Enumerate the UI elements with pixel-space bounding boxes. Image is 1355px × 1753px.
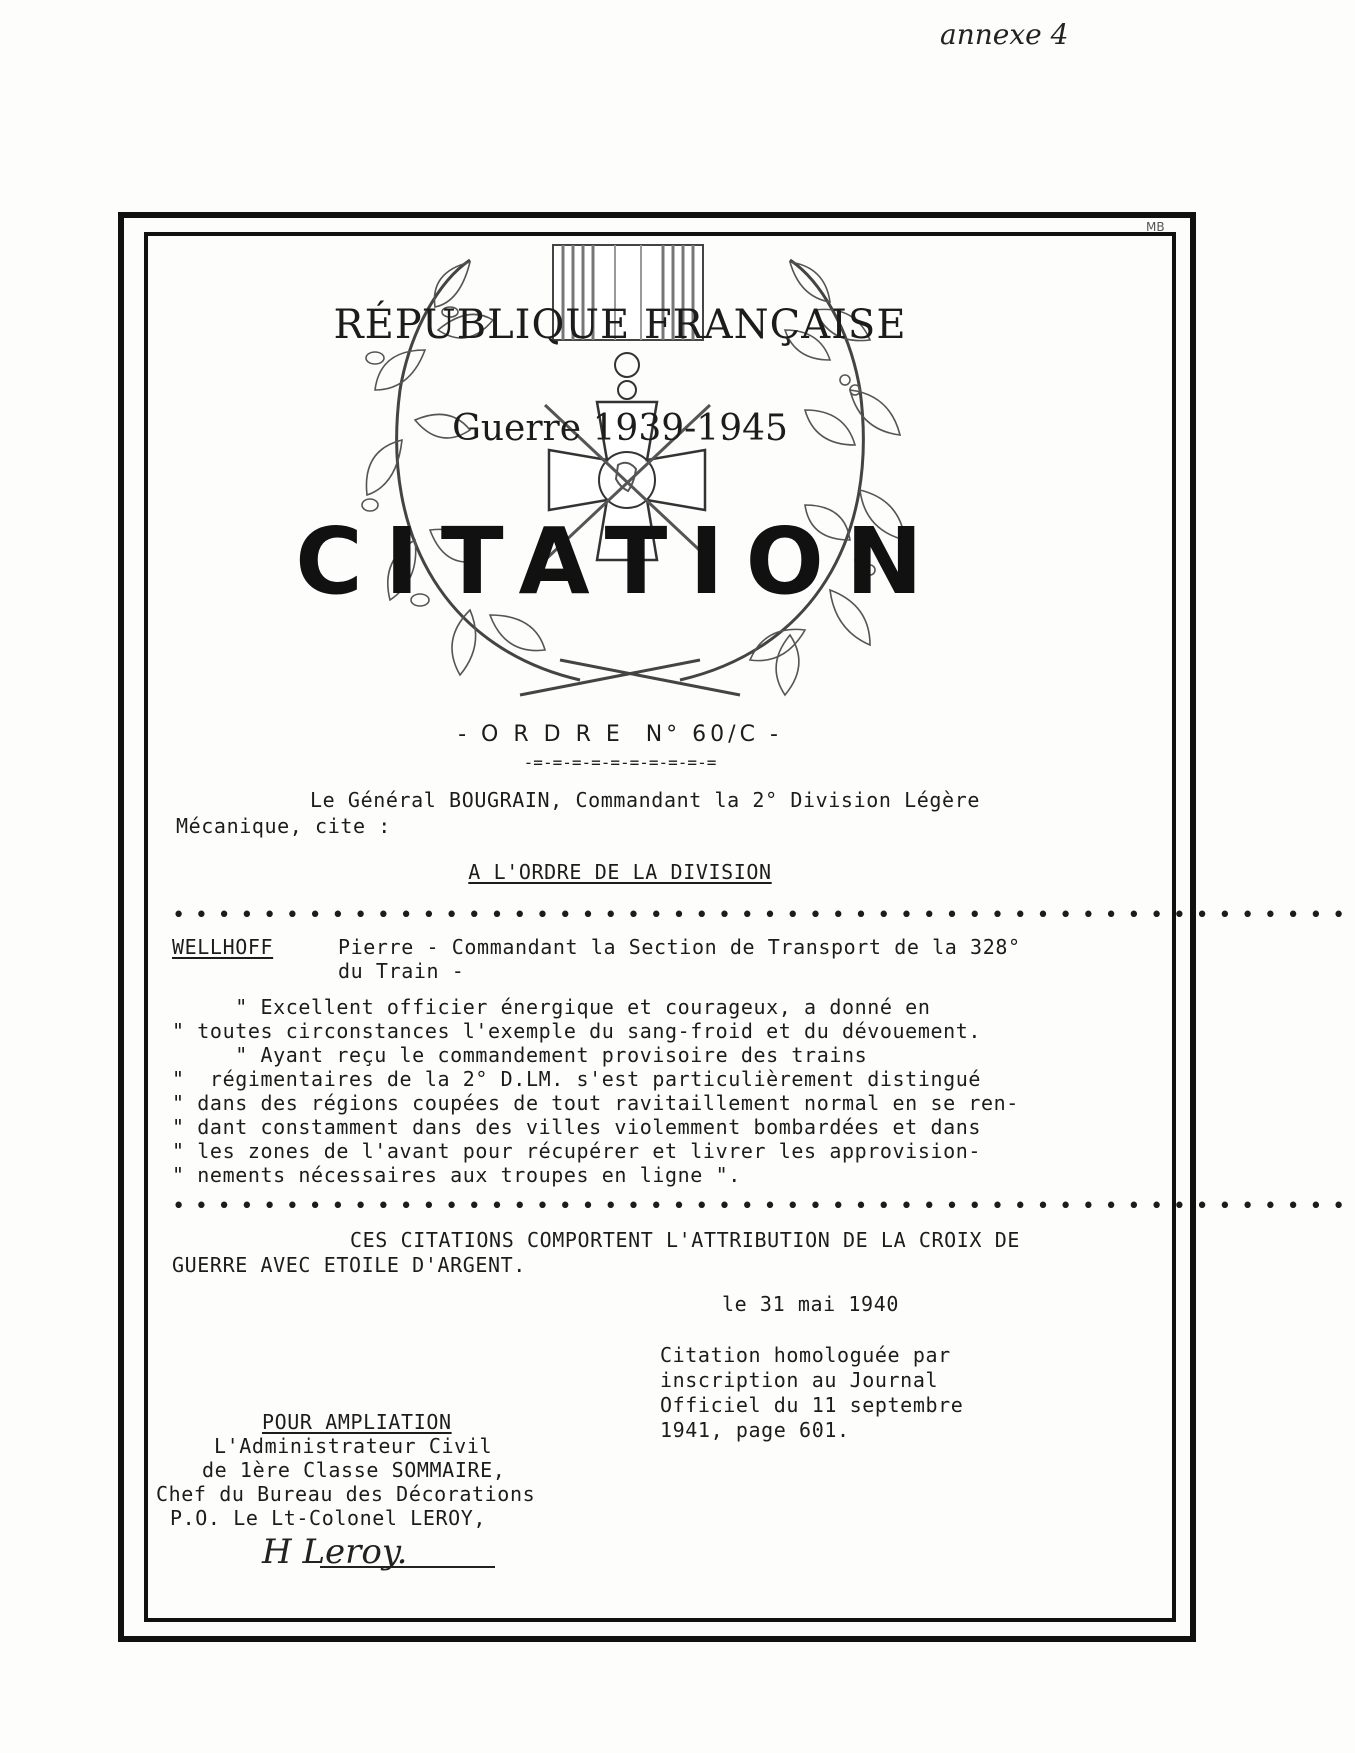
citation-date: le 31 mai 1940: [722, 1292, 899, 1316]
ampliation-line: P.O. Le Lt-Colonel LEROY,: [170, 1506, 487, 1530]
citation-line: " Ayant reçu le commandement provisoire des trains: [172, 1043, 868, 1067]
recipient-line-2: du Train -: [338, 959, 465, 983]
dots-separator-top: ••••••••••••••••••••••••••••••••••••••••••••••••••••: [172, 903, 1355, 928]
citation-line: " nements nécessaires aux troupes en ligne ".: [172, 1163, 741, 1187]
citation-line: " les zones de l'avant pour récupérer et livrer les approvision-: [172, 1139, 982, 1163]
order-number: - O R D R E N° 60/C -: [458, 722, 782, 747]
handwritten-annotation: annexe 4: [940, 18, 1069, 51]
intro-line-1: Le Général BOUGRAIN, Commandant la 2° Division Légère: [310, 788, 980, 812]
header-guerre: Guerre 1939-1945: [452, 408, 788, 449]
award-line-2: GUERRE AVEC ETOILE D'ARGENT.: [172, 1253, 526, 1277]
ampliation-heading: POUR AMPLIATION: [262, 1410, 452, 1434]
citation-line: " toutes circonstances l'exemple du sang-froid et du dévouement.: [172, 1019, 982, 1043]
homologation-line: Citation homologuée par: [660, 1343, 951, 1367]
citation-line: " Excellent officier énergique et courageux, a donné en: [172, 995, 931, 1019]
header-citation: CITATION: [295, 508, 945, 615]
order-dashes: -=-=-=-=-=-=-=-=-=-=: [523, 753, 717, 772]
corner-initials: MB: [1146, 220, 1165, 234]
division-heading: A L'ORDRE DE LA DIVISION: [468, 860, 772, 884]
citation-line: " dant constamment dans des villes violemment bombardées et dans: [172, 1115, 982, 1139]
homologation-line: inscription au Journal: [660, 1368, 939, 1392]
homologation-line: 1941, page 601.: [660, 1418, 850, 1442]
recipient-line-1: Pierre - Commandant la Section de Transport de la 328°: [338, 935, 1021, 959]
ampliation-line: L'Administrateur Civil: [214, 1434, 493, 1458]
award-line-1: CES CITATIONS COMPORTENT L'ATTRIBUTION DE LA CROIX DE: [350, 1228, 1020, 1252]
intro-line-2: Mécanique, cite :: [176, 814, 391, 838]
citation-line: " régimentaires de la 2° D.LM. s'est particulièrement distingué: [172, 1067, 982, 1091]
homologation-line: Officiel du 11 septembre: [660, 1393, 964, 1417]
ampliation-line: Chef du Bureau des Décorations: [156, 1482, 536, 1506]
signature: H Leroy.: [262, 1532, 408, 1572]
recipient-name: WELLHOFF: [172, 935, 274, 959]
header-republique: RÉPUBLIQUE FRANÇAISE: [333, 302, 907, 348]
dots-separator-bottom: ••••••••••••••••••••••••••••••••••••••••••••••••••••: [172, 1194, 1355, 1219]
signature-line: [320, 1566, 495, 1568]
ampliation-line: de 1ère Classe SOMMAIRE,: [202, 1458, 506, 1482]
citation-line: " dans des régions coupées de tout ravitaillement normal en se ren-: [172, 1091, 1019, 1115]
